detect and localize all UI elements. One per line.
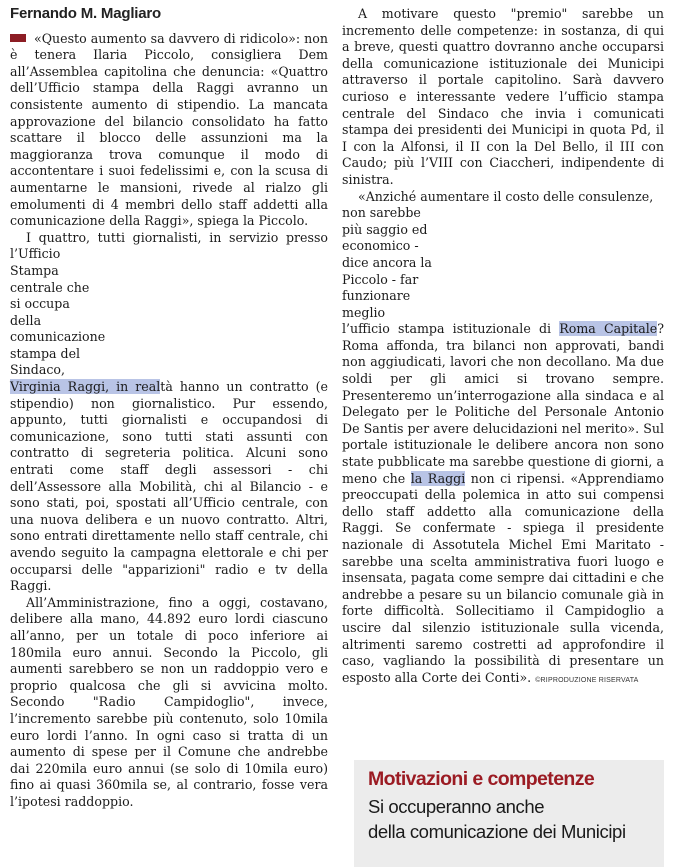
- highlight-la-raggi: la Raggi: [410, 470, 466, 486]
- callout-title: Motivazioni e competenze: [368, 768, 595, 790]
- rights-notice: ©RIPRODUZIONE RISERVATA: [535, 676, 639, 684]
- callout-line-1: Si occuperanno anche: [368, 796, 545, 817]
- right-column: [342, 0, 664, 689]
- author-byline: Fernando M. Magliaro: [10, 5, 162, 22]
- paragraph-consulting-a: l’ufficio stampa istituzionale di: [342, 321, 560, 337]
- narrow-text-block-right: non sarebbe più saggio ed economico - dice ancora la Piccolo - far funzionare meglio: [342, 205, 432, 320]
- section-marker-icon: [10, 34, 26, 42]
- paragraph-journalists-rest: tà hanno un contratto (e stipendio) non giornalistico. Pur essendo, appunto, tutti giornalisti e occupandosi di comunicazione, sono tutti stati assunti con contratto di segreteria politica. Alcuni sono entrati come staff degli assessori - chi dell’Assessore alla Mobilità, chi al Bilancio - e sono stati, poi, spostati all’Ufficio centrale, con una nuova delibera e un nuovo contratto. Altri, sono entrati direttamente nello staff centrale, chi avendo seguito la campagna elettorale e chi per occuparsi delle "apparizioni" radio e tv della Raggi.: [10, 379, 328, 594]
- paragraph-intro-text: «Questo aumento sa davvero di ridicolo»: non è tenera Ilaria Piccolo, consigliera Dem all’Assemblea capitolina che denuncia: «Quattro dell’Ufficio stampa della Raggi avranno un consistente aumento di stipendio. La mancata approvazione del bilancio consolidato ha fatto scattare il blocco delle assunzioni ma la maggioranza trova comunque il modo di accontentare i suoi fedelissimi e, con la scusa di aumentarne le mansioni, rivede al rialzo gli emolumenti di 4 membri dello staff addetti alla comunicazione della Raggi», spiega la Piccolo.: [10, 30, 328, 229]
- left-column: [10, 0, 328, 811]
- paragraph-consulting: [342, 321, 664, 689]
- paragraph-consulting-b: ? Roma affonda, tra bilanci non approvati, bandi non aggiudicati, lavori che non decollano. Ma due soldi per gli amici si trovano sempre. Presenteremo un’interrogazione alla sindaca e al Delegato per le Politiche del Personale Antonio De Santis per avere delucidazioni nel merito». Sul portale istituzionale le delibere ancora non sono state pubblicate ma sarebbe questione di giorni, a meno che: [342, 321, 664, 486]
- paragraph-motivation: A motivare questo "premio" sarebbe un incremento delle competenze: in sostanza, di qui a breve, questi quattro dovranno anche occuparsi della comunicazione istituzionale dei Municipi attraverso il portale capitolino. Sarà davvero curioso e interessante vedere l’ufficio stampa centrale del Sindaco che invia i comunicati stampa dei presidenti dei Municipi in quota Pd, il I con la Alfonsi, il II con la Del Bello, il III con Caudo; più l’VIII con Ciaccheri, indipendente di sinistra.: [342, 6, 664, 187]
- paragraph-journalists: [10, 230, 328, 263]
- highlight-roma-capitale: Roma Capitale: [559, 321, 658, 337]
- paragraph-journalists-lead: I quattro, tutti giornalisti, in servizio presso l’Ufficio: [10, 229, 328, 262]
- callout-line-2: della comunicazione dei Municipi: [368, 821, 626, 842]
- narrow-text-block-left: Stampa centrale che si occupa della comunicazione stampa del Sindaco,: [10, 262, 106, 378]
- highlight-virginia-raggi: Virginia Raggi, in real: [10, 379, 161, 395]
- callout-subtitle: [368, 794, 626, 844]
- paragraph-costs: All’Amministrazione, fino a oggi, costavano, delibere alla mano, 44.892 euro lordi ciascuno all’anno, per un totale di poco inferiore ai 180mila euro annui. Secondo la Piccolo, gli aumenti sarebbero se non un raddoppio vero e proprio qualcosa che gli si avvicina molto. Secondo "Radio Campidoglio", invece, l’incremento sarebbe più contenuto, solo 10mila euro lordi l’anno. In ogni caso si tratta di un aumento di spese per il Comune che andrebbe dai 220mila euro annui (se solo di 10mila euro) fino ai quasi 360mila se, al contrario, fosse vera l’ipotesi raddoppio.: [10, 594, 328, 809]
- paragraph-journalists-cont: [10, 379, 328, 595]
- paragraph-consulting-c: non ci ripensi. «Apprendiamo preoccupati della polemica in atto sui compensi dello staff addetto alla comunicazione della Raggi. Se confermate - spiega il presidente nazionale di Assotutela Michel Emi Maritato - sarebbe una scelta amministrativa fuori luogo e insensata, pagata come sempre dai cittadini e che andrebbe a pesare su un bilancio comunale già in forte difficoltà. Sollecitiamo il Campidoglio a uscire dal silenzio istituzionale sulla vicenda, altrimenti saremo costretti ad approfondire il caso, vagliando la possibilità di presentare un esposto alla Corte dei Conti».: [342, 470, 664, 685]
- paragraph-intro: [10, 31, 328, 230]
- paragraph-consulting-lead: «Anziché aumentare il costo delle consulenze,: [358, 188, 654, 204]
- callout-box: [354, 760, 664, 867]
